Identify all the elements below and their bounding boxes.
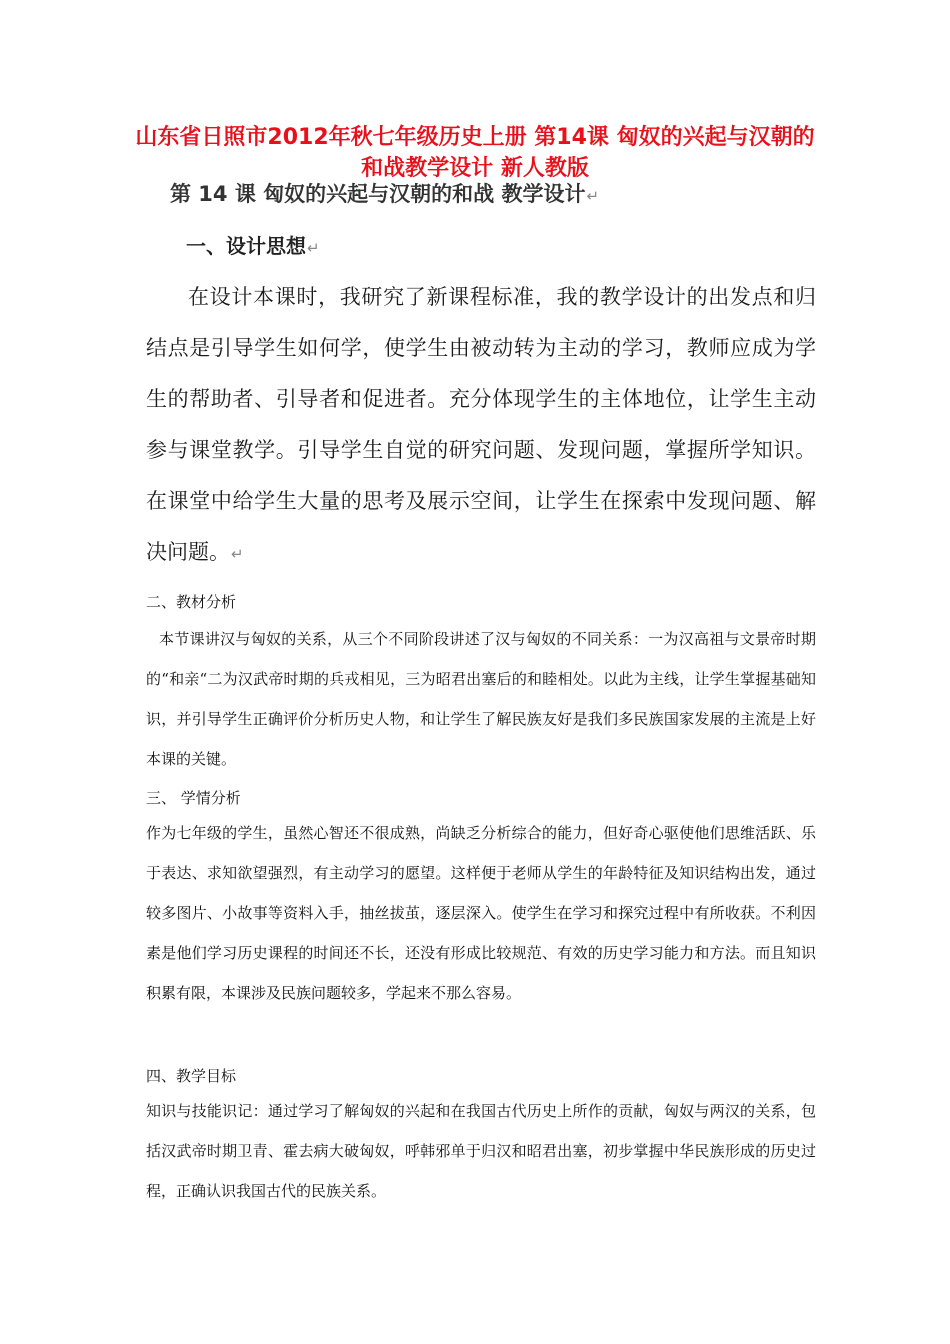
section-objectives xyxy=(146,1066,816,1211)
design-thought-body xyxy=(146,272,816,580)
section-heading: 三、 学情分析 xyxy=(146,789,241,807)
design-thought-heading xyxy=(186,230,320,259)
paragraph-mark-icon: ↵ xyxy=(586,187,600,205)
section-heading: 四、教学目标 xyxy=(146,1067,237,1085)
section-heading: 二、教材分析 xyxy=(146,593,237,611)
section-students xyxy=(146,788,816,1013)
scan-lesson-heading-text: 第 14 课 匈奴的兴起与汉朝的和战 教学设计 xyxy=(170,182,586,206)
section-materials xyxy=(146,592,816,779)
section-body: 本节课讲汉与匈奴的关系，从三个不同阶段讲述了汉与匈奴的不同关系：一为汉高祖与文景帝时期的“和亲“二为汉武帝时期的兵戎相见，三为昭君出塞后的和睦相处。以此为主线，让学生掌握基础知识，并引导学生正确评价分析历史人物，和让学生了解民族友好是我们多民族国家发展的主流是上好本课的关键。 xyxy=(146,630,816,768)
section-body: 作为七年级的学生，虽然心智还不很成熟，尚缺乏分析综合的能力，但好奇心驱使他们思维活跃、乐于表达、求知欲望强烈，有主动学习的愿望。这样便于老师从学生的年龄特征及知识结构出发，通过较多图片、小故事等资料入手，抽丝拔茧，逐层深入。使学生在学习和探究过程中有所收获。不利因素是他们学习历史课程的时间还不长，还没有形成比较规范、有效的历史学习能力和方法。而且知识积累有限，本课涉及民族问题较多，学起来不那么容易。 xyxy=(146,824,816,1002)
design-thought-body-text: 在设计本课时，我研究了新课程标准，我的教学设计的出发点和归结点是引导学生如何学，使学生由被动转为主动的学习，教师应成为学生的帮助者、引导者和促进者。充分体现学生的主体地位，让学生主动参与课堂教学。引导学生自觉的研究问题、发现问题，掌握所学知识。在课堂中给学生大量的思考及展示空间，让学生在探索中发现问题、解决问题。 xyxy=(146,285,816,564)
scanned-image-region xyxy=(140,172,830,572)
scan-lesson-heading xyxy=(170,178,599,208)
section-body: 知识与技能识记：通过学习了解匈奴的兴起和在我国古代历史上所作的贡献，匈奴与两汉的关系，包括汉武帝时期卫青、霍去病大破匈奴，呼韩邪单于归汉和昭君出塞，初步掌握中华民族形成的历史过程，正确认识我国古代的民族关系。 xyxy=(146,1102,816,1200)
document-title: 山东省日照市2012年秋七年级历史上册 第14课 匈奴的兴起与汉朝的和战教学设计 新人教版 xyxy=(135,125,815,181)
paragraph-mark-icon: ↵ xyxy=(307,239,320,257)
paragraph-mark-icon: ↵ xyxy=(231,545,244,563)
design-thought-heading-text: 一、设计思想 xyxy=(186,234,306,258)
